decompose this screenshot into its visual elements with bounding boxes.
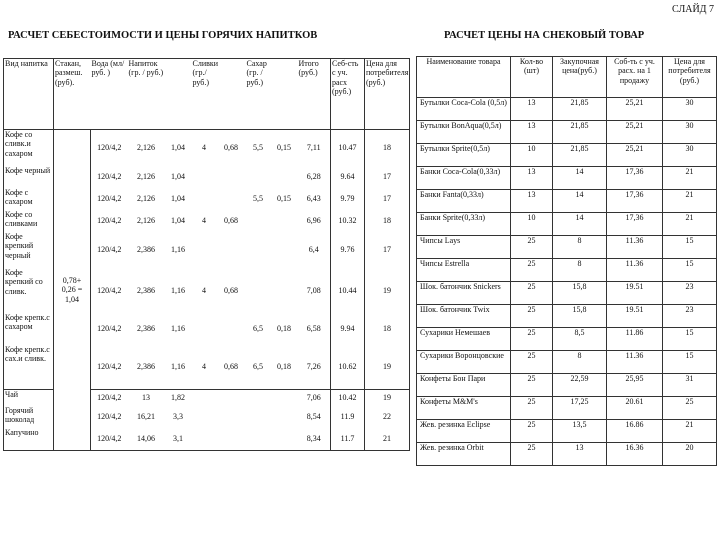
hot-cell: 0,15: [277, 194, 291, 204]
snack-cell: 25: [511, 305, 553, 328]
snack-row: [417, 351, 717, 374]
snack-cell: 10: [511, 144, 553, 167]
snack-cell: 13: [511, 167, 553, 190]
snack-cell: 8: [553, 259, 607, 282]
snack-cell: 25: [511, 420, 553, 443]
snack-cell: 25: [663, 397, 717, 420]
snack-cell: 25: [511, 351, 553, 374]
hot-cell: 120/4,2: [91, 166, 128, 188]
snack-cell: 17,25: [553, 397, 607, 420]
hot-cell: 6,4: [308, 245, 319, 255]
hot-cell: [271, 390, 298, 407]
hot-cell: 120/4,2: [91, 268, 128, 313]
hot-cell: 3,3: [173, 412, 183, 422]
hot-cell: [246, 166, 271, 188]
snack-cell: 25: [511, 259, 553, 282]
hot-drinks-table: [3, 58, 410, 451]
snack-header-cell: Закупочная цена(руб.): [553, 57, 607, 98]
hot-cell: 2,386: [137, 324, 155, 334]
snack-cell: 25: [511, 236, 553, 259]
snack-cell: 11.86: [607, 328, 663, 351]
cup-price-cell: 0,78+ 0,26 = 1,04: [54, 130, 91, 451]
hot-cell: 13: [128, 390, 165, 407]
hot-cell: [217, 428, 246, 451]
product-name: Конфеты Бон Пари: [417, 374, 511, 397]
hot-cell: [246, 268, 271, 313]
hot-cell: 1,16: [171, 285, 185, 295]
hot-header-cell: Вид напитка: [5, 59, 48, 68]
hot-cell: 1,04: [165, 130, 192, 167]
hot-cell: 0,68: [224, 362, 238, 372]
hot-cell: 120/4,2: [91, 210, 128, 232]
hot-cell: 120/4,2: [91, 406, 128, 428]
product-name: Бутылки Coca-Cola (0,5л): [417, 98, 511, 121]
product-name: Чипсы Lays: [417, 236, 511, 259]
snack-row: [417, 397, 717, 420]
snack-row: [417, 420, 717, 443]
snack-header-cell: Наименование товара: [417, 57, 511, 98]
hot-cell: 5,5: [253, 194, 263, 204]
hot-cell: 7,08: [306, 285, 321, 295]
hot-cell: 7,11: [298, 130, 331, 167]
snack-cell: 15: [663, 328, 717, 351]
hot-header-cell: Стакан, размеш. (руб).: [54, 59, 91, 130]
snack-cell: 17,36: [607, 213, 663, 236]
hot-cell: 0,18: [277, 324, 291, 334]
hot-cell: [192, 428, 217, 451]
hot-cell: 0,68: [217, 130, 246, 167]
snack-row: [417, 213, 717, 236]
hot-cell: [217, 313, 246, 345]
snack-cell: 11.36: [607, 351, 663, 374]
drink-name: Кофе крепк.с сах.и сливк.: [5, 345, 50, 364]
hot-cell: [192, 232, 217, 268]
snack-cell: 21: [663, 190, 717, 213]
snack-header-row: [417, 57, 717, 98]
snack-header-cell: Цена для потребителя (руб.): [663, 57, 717, 98]
snack-cell: 30: [663, 121, 717, 144]
drink-name: Кофе крепк.с сахаром: [5, 313, 50, 332]
hot-cell: 18: [365, 130, 410, 167]
snack-cell: 11.36: [607, 236, 663, 259]
snack-cell: 25: [511, 443, 553, 466]
product-name: Банки Coca-Cola(0,33л): [417, 167, 511, 190]
hot-cell: 7,06: [298, 390, 331, 407]
hot-cell: 1,82: [165, 390, 192, 407]
hot-cell: 9.64: [331, 166, 365, 188]
snack-cell: 13: [511, 121, 553, 144]
hot-cell: 10.62: [331, 345, 365, 390]
hot-header-cell: Цена для потребителя (руб.): [365, 59, 410, 130]
slide-number: СЛАЙД 7: [672, 4, 714, 15]
product-name: Жев. резинка Eclipse: [417, 420, 511, 443]
snack-cell: 13: [553, 443, 607, 466]
hot-header-cell: [271, 59, 298, 130]
snack-row: [417, 167, 717, 190]
snack-row: [417, 144, 717, 167]
hot-cell: [192, 188, 217, 210]
hot-cell: [246, 210, 271, 232]
hot-cell: 120/4,2: [91, 345, 128, 390]
snack-cell: 17,36: [607, 167, 663, 190]
snack-row: [417, 236, 717, 259]
hot-header-cell: Вода (мл/руб. ): [91, 59, 125, 78]
product-name: Жев. резинка Orbit: [417, 443, 511, 466]
product-name: Бутылки BonAqua(0,5л): [417, 121, 511, 144]
hot-cell: [217, 166, 246, 188]
product-name: Сухарики Воронцовские: [417, 351, 511, 374]
hot-cell: 1,16: [171, 245, 185, 255]
drink-name: Чай: [4, 390, 54, 407]
snack-cell: 21: [663, 420, 717, 443]
hot-cell: 2,126: [137, 172, 155, 182]
snack-cell: 20: [663, 443, 717, 466]
hot-cell: 17: [365, 166, 410, 188]
hot-cell: 14,06: [137, 434, 155, 444]
snack-cell: 15,8: [553, 282, 607, 305]
hot-cell: [271, 406, 298, 428]
snack-cell: 21,85: [553, 98, 607, 121]
hot-cell: [217, 406, 246, 428]
hot-cell: 10.32: [331, 210, 365, 232]
snack-cell: 23: [663, 282, 717, 305]
snack-cell: 25,95: [607, 374, 663, 397]
hot-cell: 21: [365, 428, 410, 451]
hot-cell: 4: [202, 285, 206, 295]
snack-cell: 8,5: [553, 328, 607, 351]
hot-cell: 11.9: [331, 406, 365, 428]
hot-cell: 6,5: [253, 324, 263, 334]
hot-cell: [271, 210, 298, 232]
hot-cell: [192, 390, 217, 407]
product-name: Бутылки Sprite(0,5л): [417, 144, 511, 167]
snack-cell: 17,36: [607, 190, 663, 213]
snack-row: [417, 282, 717, 305]
hot-cell: 10.42: [331, 390, 365, 407]
hot-cell: 6,58: [306, 324, 321, 334]
hot-cell: 0,15: [271, 130, 298, 167]
hot-cell: 3,1: [173, 434, 183, 444]
hot-cell: [271, 232, 298, 268]
snack-cell: 8: [553, 236, 607, 259]
hot-cell: 9.94: [331, 313, 365, 345]
hot-cell: 1,04: [171, 172, 185, 182]
snack-header-cell: Кол-во (шт): [511, 57, 553, 98]
hot-header-cell: Сахар (гр. / руб.): [246, 59, 267, 87]
hot-cell: [192, 166, 217, 188]
hot-cell: 9.79: [331, 188, 365, 210]
hot-cell: 8,54: [306, 412, 321, 422]
snack-table: [416, 56, 717, 466]
hot-cell: 19: [365, 268, 410, 313]
drink-name: Горячий шоколад: [5, 406, 35, 425]
snack-cell: 22,59: [553, 374, 607, 397]
snack-cell: 23: [663, 305, 717, 328]
snack-cell: 15,8: [553, 305, 607, 328]
hot-cell: 8,34: [306, 434, 321, 444]
hot-cell: 120/4,2: [91, 188, 128, 210]
hot-cell: 0,68: [224, 216, 238, 226]
hot-cell: 120/4,2: [91, 390, 128, 407]
hot-cell: 2,126: [137, 216, 155, 226]
snack-cell: 30: [663, 98, 717, 121]
drink-name: Кофе крепкий со сливк.: [5, 268, 43, 296]
hot-cell: 22: [365, 406, 410, 428]
hot-cell: 2,386: [137, 245, 155, 255]
hot-header-cell: [165, 59, 192, 130]
hot-cell: 16,21: [137, 412, 155, 422]
snack-cell: 25,21: [607, 144, 663, 167]
hot-cell: 0,68: [224, 285, 238, 295]
hot-cell: [271, 166, 298, 188]
product-name: Конфеты M&M's: [417, 397, 511, 420]
hot-cell: [192, 313, 217, 345]
snack-row: [417, 328, 717, 351]
hot-row: [4, 130, 410, 167]
snack-cell: 15: [663, 259, 717, 282]
hot-cell: 19: [365, 345, 410, 390]
snack-cell: 16.36: [607, 443, 663, 466]
snack-cell: 13,5: [553, 420, 607, 443]
snack-cell: 25,21: [607, 121, 663, 144]
hot-cell: 6,28: [306, 172, 321, 182]
hot-cell: [246, 232, 271, 268]
snack-cell: 21: [663, 213, 717, 236]
hot-cell: 1,04: [171, 194, 185, 204]
product-name: Банки Fanta(0,33л): [417, 190, 511, 213]
hot-cell: 120/4,2: [91, 428, 128, 451]
snack-cell: 25,21: [607, 98, 663, 121]
snack-cell: 25: [511, 374, 553, 397]
hot-cell: [217, 188, 246, 210]
snack-cell: 10: [511, 213, 553, 236]
product-name: Чипсы Estrella: [417, 259, 511, 282]
snack-header-cell: Соб-ть с уч. расх. на 1 продажу: [607, 57, 663, 98]
snack-cell: 11.36: [607, 259, 663, 282]
product-name: Сухарики Немешаев: [417, 328, 511, 351]
hot-cell: [271, 268, 298, 313]
hot-cell: 17: [365, 232, 410, 268]
hot-cell: [217, 232, 246, 268]
hot-header-row: [4, 59, 410, 130]
hot-cell: 120/4,2: [91, 130, 128, 167]
hot-cell: [217, 390, 246, 407]
hot-cell: 10.44: [331, 268, 365, 313]
drink-name: Кофе черный: [5, 166, 51, 175]
drink-name: Кофе со сливками: [5, 210, 38, 229]
hot-cell: 4: [192, 130, 217, 167]
product-name: Шок. батончик Twix: [417, 305, 511, 328]
snack-cell: 25: [511, 328, 553, 351]
snack-cell: 15: [663, 351, 717, 374]
snack-row: [417, 305, 717, 328]
hot-cell: 7,26: [306, 362, 321, 372]
snack-cell: 19.51: [607, 282, 663, 305]
snack-row: [417, 443, 717, 466]
hot-cell: 4: [202, 362, 206, 372]
snack-cell: 14: [553, 213, 607, 236]
hot-cell: 19: [365, 390, 410, 407]
hot-cell: [246, 390, 271, 407]
hot-cell: 9.76: [331, 232, 365, 268]
hot-header-cell: Напиток (гр. / руб.): [128, 59, 164, 78]
drink-name: Кофе со сливк.и сахаром: [4, 130, 54, 167]
hot-cell: 17: [365, 188, 410, 210]
snack-row: [417, 374, 717, 397]
hot-cell: 1,16: [171, 362, 185, 372]
hot-cell: 11.7: [331, 428, 365, 451]
hot-cell: [271, 428, 298, 451]
snack-row: [417, 190, 717, 213]
hot-cell: 1,04: [171, 216, 185, 226]
hot-cell: 2,386: [137, 362, 155, 372]
hot-cell: 1,16: [171, 324, 185, 334]
hot-header-cell: [217, 59, 246, 130]
snack-row: [417, 259, 717, 282]
snack-cell: 19.51: [607, 305, 663, 328]
hot-cell: 0,18: [277, 362, 291, 372]
hot-header-cell: Сливки (гр./ руб.): [192, 59, 219, 87]
product-name: Банки Sprite(0,33л): [417, 213, 511, 236]
hot-cell: [246, 406, 271, 428]
snack-cell: 25: [511, 282, 553, 305]
hot-cell: 2,126: [128, 130, 165, 167]
snack-cell: 21: [663, 167, 717, 190]
hot-cell: 6,5: [253, 362, 263, 372]
snack-cell: 15: [663, 236, 717, 259]
hot-cell: 5,5: [246, 130, 271, 167]
hot-cell: 6,96: [306, 216, 321, 226]
snack-cell: 16.86: [607, 420, 663, 443]
snack-cell: 31: [663, 374, 717, 397]
hot-cell: 18: [365, 210, 410, 232]
hot-cell: 2,386: [137, 285, 155, 295]
drink-name: Кофе крепкий черный: [5, 232, 34, 260]
snack-row: [417, 121, 717, 144]
hot-header-cell: Себ-сть с уч. расх (руб.): [331, 59, 365, 130]
snack-cell: 21,85: [553, 144, 607, 167]
hot-cell: [192, 406, 217, 428]
snack-cell: 13: [511, 190, 553, 213]
hot-header-cell: Итого (руб.): [298, 59, 319, 78]
snack-cell: 14: [553, 167, 607, 190]
drink-name: Капучино: [5, 428, 39, 437]
hot-cell: 10.47: [331, 130, 365, 167]
hot-cell: 18: [365, 313, 410, 345]
hot-cell: 4: [202, 216, 206, 226]
snack-cell: 13: [511, 98, 553, 121]
drink-name: Кофе с сахаром: [5, 188, 33, 207]
snack-cell: 25: [511, 397, 553, 420]
snack-cell: 20.61: [607, 397, 663, 420]
hot-cell: 120/4,2: [91, 313, 128, 345]
hot-cell: 2,126: [137, 194, 155, 204]
snack-cell: 30: [663, 144, 717, 167]
snack-title: РАСЧЕТ ЦЕНЫ НА СНЕКОВЫЙ ТОВАР: [444, 30, 645, 41]
snack-cell: 21,85: [553, 121, 607, 144]
hot-cell: [246, 428, 271, 451]
snack-row: [417, 98, 717, 121]
hot-drinks-title: РАСЧЕТ СЕБЕСТОИМОСТИ И ЦЕНЫ ГОРЯЧИХ НАПИТКОВ: [8, 30, 318, 41]
hot-cell: 120/4,2: [91, 232, 128, 268]
snack-cell: 8: [553, 351, 607, 374]
hot-cell: 6,43: [306, 194, 321, 204]
product-name: Шок. батончик Snickers: [417, 282, 511, 305]
snack-cell: 14: [553, 190, 607, 213]
